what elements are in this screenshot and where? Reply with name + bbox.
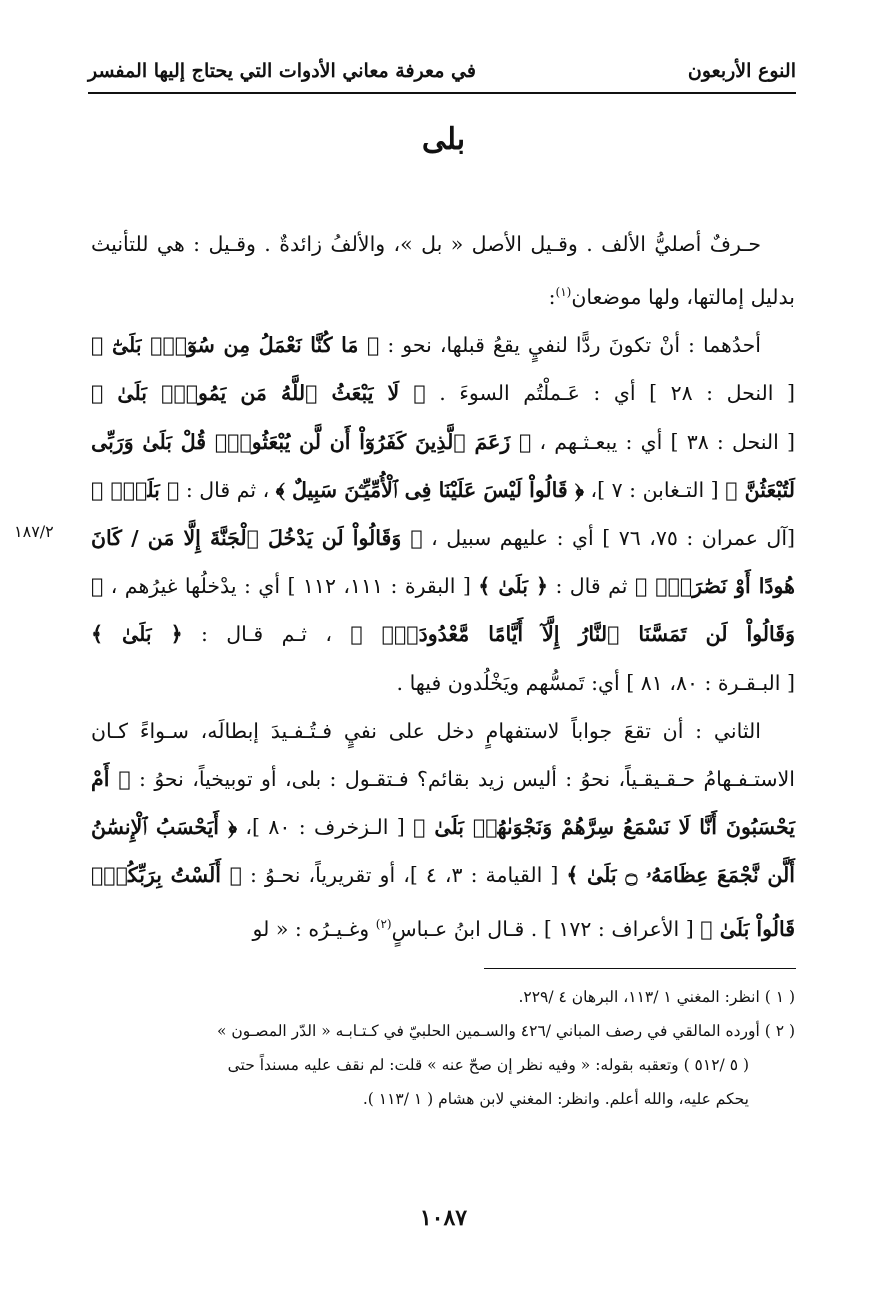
- section-title: بلى: [421, 122, 466, 157]
- quran-verse: ﴿ زَعَمَ ٱلَّذِينَ كَفَرُوٓاْ أَن لَّن يُبْعَثُواْۚ قُلْ بَلَىٰ وَرَبِّى لَتُبْعَثُنَّ ﴾: [91, 429, 795, 502]
- quran-verse: ﴿ بَلَىٰ ﴾: [91, 622, 183, 647]
- verse-reference: [ البـقـرة : ٨٠، ٨١ ]: [626, 670, 795, 695]
- quran-verse: ﴿ أَيَحْسَبُ ٱلْإِنسَٰنُ أَلَّن نَّجْمَعَ عِظَامَهُۥ ۝ بَلَىٰ ﴾: [91, 815, 795, 888]
- explanation-text: أي : يدْخلُها غيرُهم ،: [110, 574, 281, 599]
- quran-verse: ﴿ أَمْ يَحْسَبُونَ أَنَّا لَا نَسْمَعُ سِرَّهُمْ وَنَجْوَىٰهُمۚ بَلَىٰ ﴾: [91, 767, 795, 840]
- running-header: [88, 52, 796, 94]
- verse-reference: [ الأعراف : ١٧٢ ]: [543, 916, 694, 941]
- chapter-topic: في معرفة معاني الأدوات التي يحتاج إليها المفسر: [88, 60, 476, 82]
- explanation-text: أي : عليهم سبيل ،: [431, 526, 594, 551]
- explanation-text: ، ثـم قـال :: [201, 622, 332, 647]
- page-number: ١٠٨٧: [419, 1205, 468, 1231]
- paragraph-definition: [91, 220, 795, 321]
- verse-reference: [ الـزخرف : ٨٠ ]: [251, 815, 405, 840]
- explanation-text: . قـال ابنُ عـباسٍ: [391, 916, 538, 941]
- quran-verse: ﴿ وَقَالُواْ لَن يَدْخُلَ ٱلْجَنَّةَ إِلَّا مَن / كَانَ هُودًا أَوْ نَصَٰرَىٰۗ ﴾: [91, 526, 795, 599]
- footnote-divider: [484, 968, 796, 969]
- verse-reference: [ النحل : ٢٨ ]: [649, 381, 795, 406]
- explanation-text: ، أو تقريرياً، نحـوُ :: [250, 863, 410, 888]
- verse-reference: [آل عمران : ٧٥، ٧٦ ]: [602, 526, 796, 551]
- footnote-2: ( ٢ ) أورده المالقي في رصف المباني /٤٢٦ والسـمين الحلبيّ في كـتـابـه « الدّر المصـون »: [216, 1022, 795, 1040]
- second-usage-intro: الثاني : أن تقعَ جواباً لاستفهامٍ دخل على نفيٍ فـتُـفـيدَ إبطالَه، سـواءً كـان الاستـفـهامُ حـقـيقـياً، نحوُ : أليس زيد بقائم؟ فـتقـول : بلى، أو توبيخياً، نحوُ :: [91, 718, 795, 792]
- explanation-text: أي : عَـملْتُم السوءَ .: [439, 381, 636, 406]
- footnote-2-continuation: يحكم عليه، والله أعلم. وانظر: المغني لابن هشام ( ١ /١١٣ ).: [362, 1090, 749, 1108]
- margin-page-reference: ١٨٧/٢: [14, 522, 54, 541]
- paragraph-first-usage: أحدُهما : أنْ تكونَ ردًّا لنفيٍ يقعُ قبلها، نحو : ﴿ مَا كُنَّا نَعْمَلُ مِن سُوٓءٍۭ بَلَىٰٓ ﴾ [ النحل : ٢٨ ] أي : عَـملْتُم السوءَ . ﴿ لَا يَبْعَثُ ٱللَّهُ مَن يَمُوتُۚ بَلَىٰ ﴾ [ النحل : ٣٨ ] أي : يبعـثـهم ، ﴿ زَعَمَ ٱلَّذِينَ كَفَرُوٓاْ أَن لَّن يُبْعَثُواْۚ قُلْ بَلَىٰ وَرَبِّى لَتُبْعَثُنَّ ﴾ [ التـغابن : ٧ ]، ﴿ قَالُواْ لَيْسَ عَلَيْنَا فِى ٱلْأُمِّيِّـۧنَ سَبِيلٌ ﴾ ، ثم قال : ﴿ بَلَىٰۚ ﴾ [آل عمران : ٧٥، ٧٦ ] أي : عليهم سبيل ، ﴿ وَقَالُواْ لَن يَدْخُلَ ٱلْجَنَّةَ إِلَّا مَن / كَانَ هُودًا أَوْ نَصَٰرَىٰۗ ﴾ ثم قال : ﴿ بَلَىٰ ﴾ [ البقرة : ١١١، ١١٢ ] أي : يدْخلُها غيرُهم ، ﴿ وَقَالُواْ لَن تَمَسَّنَا ٱلنَّارُ إِلَّآ أَيَّامًا مَّعْدُودَةًۚ ﴾ ، ثـم قـال : ﴿ بَلَىٰ ﴾ [ البـقـرة : ٨٠، ٨١ ] أي: تَمسُّهم ويَخْلُدون فيها .: [91, 333, 796, 695]
- definition-end: :: [548, 285, 556, 310]
- footnote-2-continuation: ( ٥ /٥١٢ ) وتعقبه بقوله: « وفيه نظر إن صحّ عنه » قلت: لم نقف عليه مسنداً حتى: [227, 1056, 749, 1074]
- explanation-text: أي : يبعـثـهم ،: [539, 429, 663, 454]
- chapter-title: النوع الأربعون: [687, 60, 796, 82]
- first-usage-intro: أحدُهما : أنْ تكونَ ردًّا لنفيٍ يقعُ قبلها، نحو :: [387, 333, 761, 358]
- quran-verse: ﴿ بَلَىٰ ﴾: [478, 574, 548, 599]
- footnote-1: ( ١ ) انظر: المغني ١ /١١٣، البرهان ٤ /٢٢٩.: [518, 988, 795, 1006]
- quran-verse: ﴿ وَقَالُواْ لَن تَمَسَّنَا ٱلنَّارُ إِلَّآ أَيَّامًا مَّعْدُودَةًۚ ﴾: [91, 574, 795, 647]
- quran-verse: ﴿ بَلَىٰۚ ﴾: [91, 477, 180, 502]
- verse-reference: [ التـغابن : ٧ ]: [597, 477, 719, 502]
- footnotes: [91, 980, 795, 1116]
- verse-reference: [ القيامة : ٣، ٤ ]: [409, 863, 559, 888]
- main-text: [91, 220, 795, 953]
- footnote-ref-1: (١): [555, 285, 572, 300]
- quran-verse: ﴿ قَالُواْ لَيْسَ عَلَيْنَا فِى ٱلْأُمِّيِّـۧنَ سَبِيلٌ ﴾: [275, 477, 584, 502]
- footnote-ref-2: (٢): [375, 916, 392, 931]
- quran-verse: ﴿ لَا يَبْعَثُ ٱللَّهُ مَن يَمُوتُۚ بَلَىٰ ﴾: [91, 381, 426, 406]
- quran-verse: ﴿ أَلَسْتُ بِرَبِّكُمْۖ قَالُواْ بَلَىٰ ﴾: [91, 863, 795, 941]
- paragraph-second-usage: الثاني : أن تقعَ جواباً لاستفهامٍ دخل على نفيٍ فـتُـفـيدَ إبطالَه، سـواءً كـان الاستـفـهامُ حـقـيقـياً، نحوُ : أليس زيد بقائم؟ فـتقـول : بلى، أو توبيخياً، نحوُ : ﴿ أَمْ يَحْسَبُونَ أَنَّا لَا نَسْمَعُ سِرَّهُمْ وَنَجْوَىٰهُمۚ بَلَىٰ ﴾ [ الـزخرف : ٨٠ ]، ﴿ أَيَحْسَبُ ٱلْإِنسَٰنُ أَلَّن نَّجْمَعَ عِظَامَهُۥ ۝ بَلَىٰ ﴾ [ القيامة : ٣، ٤ ]، أو تقريرياً، نحـوُ : ﴿ أَلَسْتُ بِرَبِّكُمْۖ قَالُواْ بَلَىٰ ﴾ [ الأعراف : ١٧٢ ] . قـال ابنُ عـباسٍ$^{(٢)}$ وغـيـرُه : « لو: [91, 718, 795, 941]
- verse-reference: [ النحل : ٣٨ ]: [670, 429, 795, 454]
- definition-text: حـرفٌ أصليُّ الألف . وقـيل الأصل « بل »، والألفُ زائدةٌ . وقـيل : هي للتأنيث بدليل إمالتها، ولها موضعان: [91, 232, 795, 310]
- explanation-text: أي: تَمسُّهم ويَخْلُدون فيها .: [396, 670, 620, 695]
- quran-verse: ﴿ مَا كُنَّا نَعْمَلُ مِن سُوٓءٍۭ بَلَىٰٓ ﴾: [91, 333, 380, 358]
- explanation-text: وغـيـرُه : « لو: [252, 916, 370, 941]
- verse-reference: [ البقرة : ١١١، ١١٢ ]: [287, 574, 471, 599]
- explanation-text: ، ثم قال :: [185, 477, 270, 502]
- explanation-text: ثم قال :: [555, 574, 628, 599]
